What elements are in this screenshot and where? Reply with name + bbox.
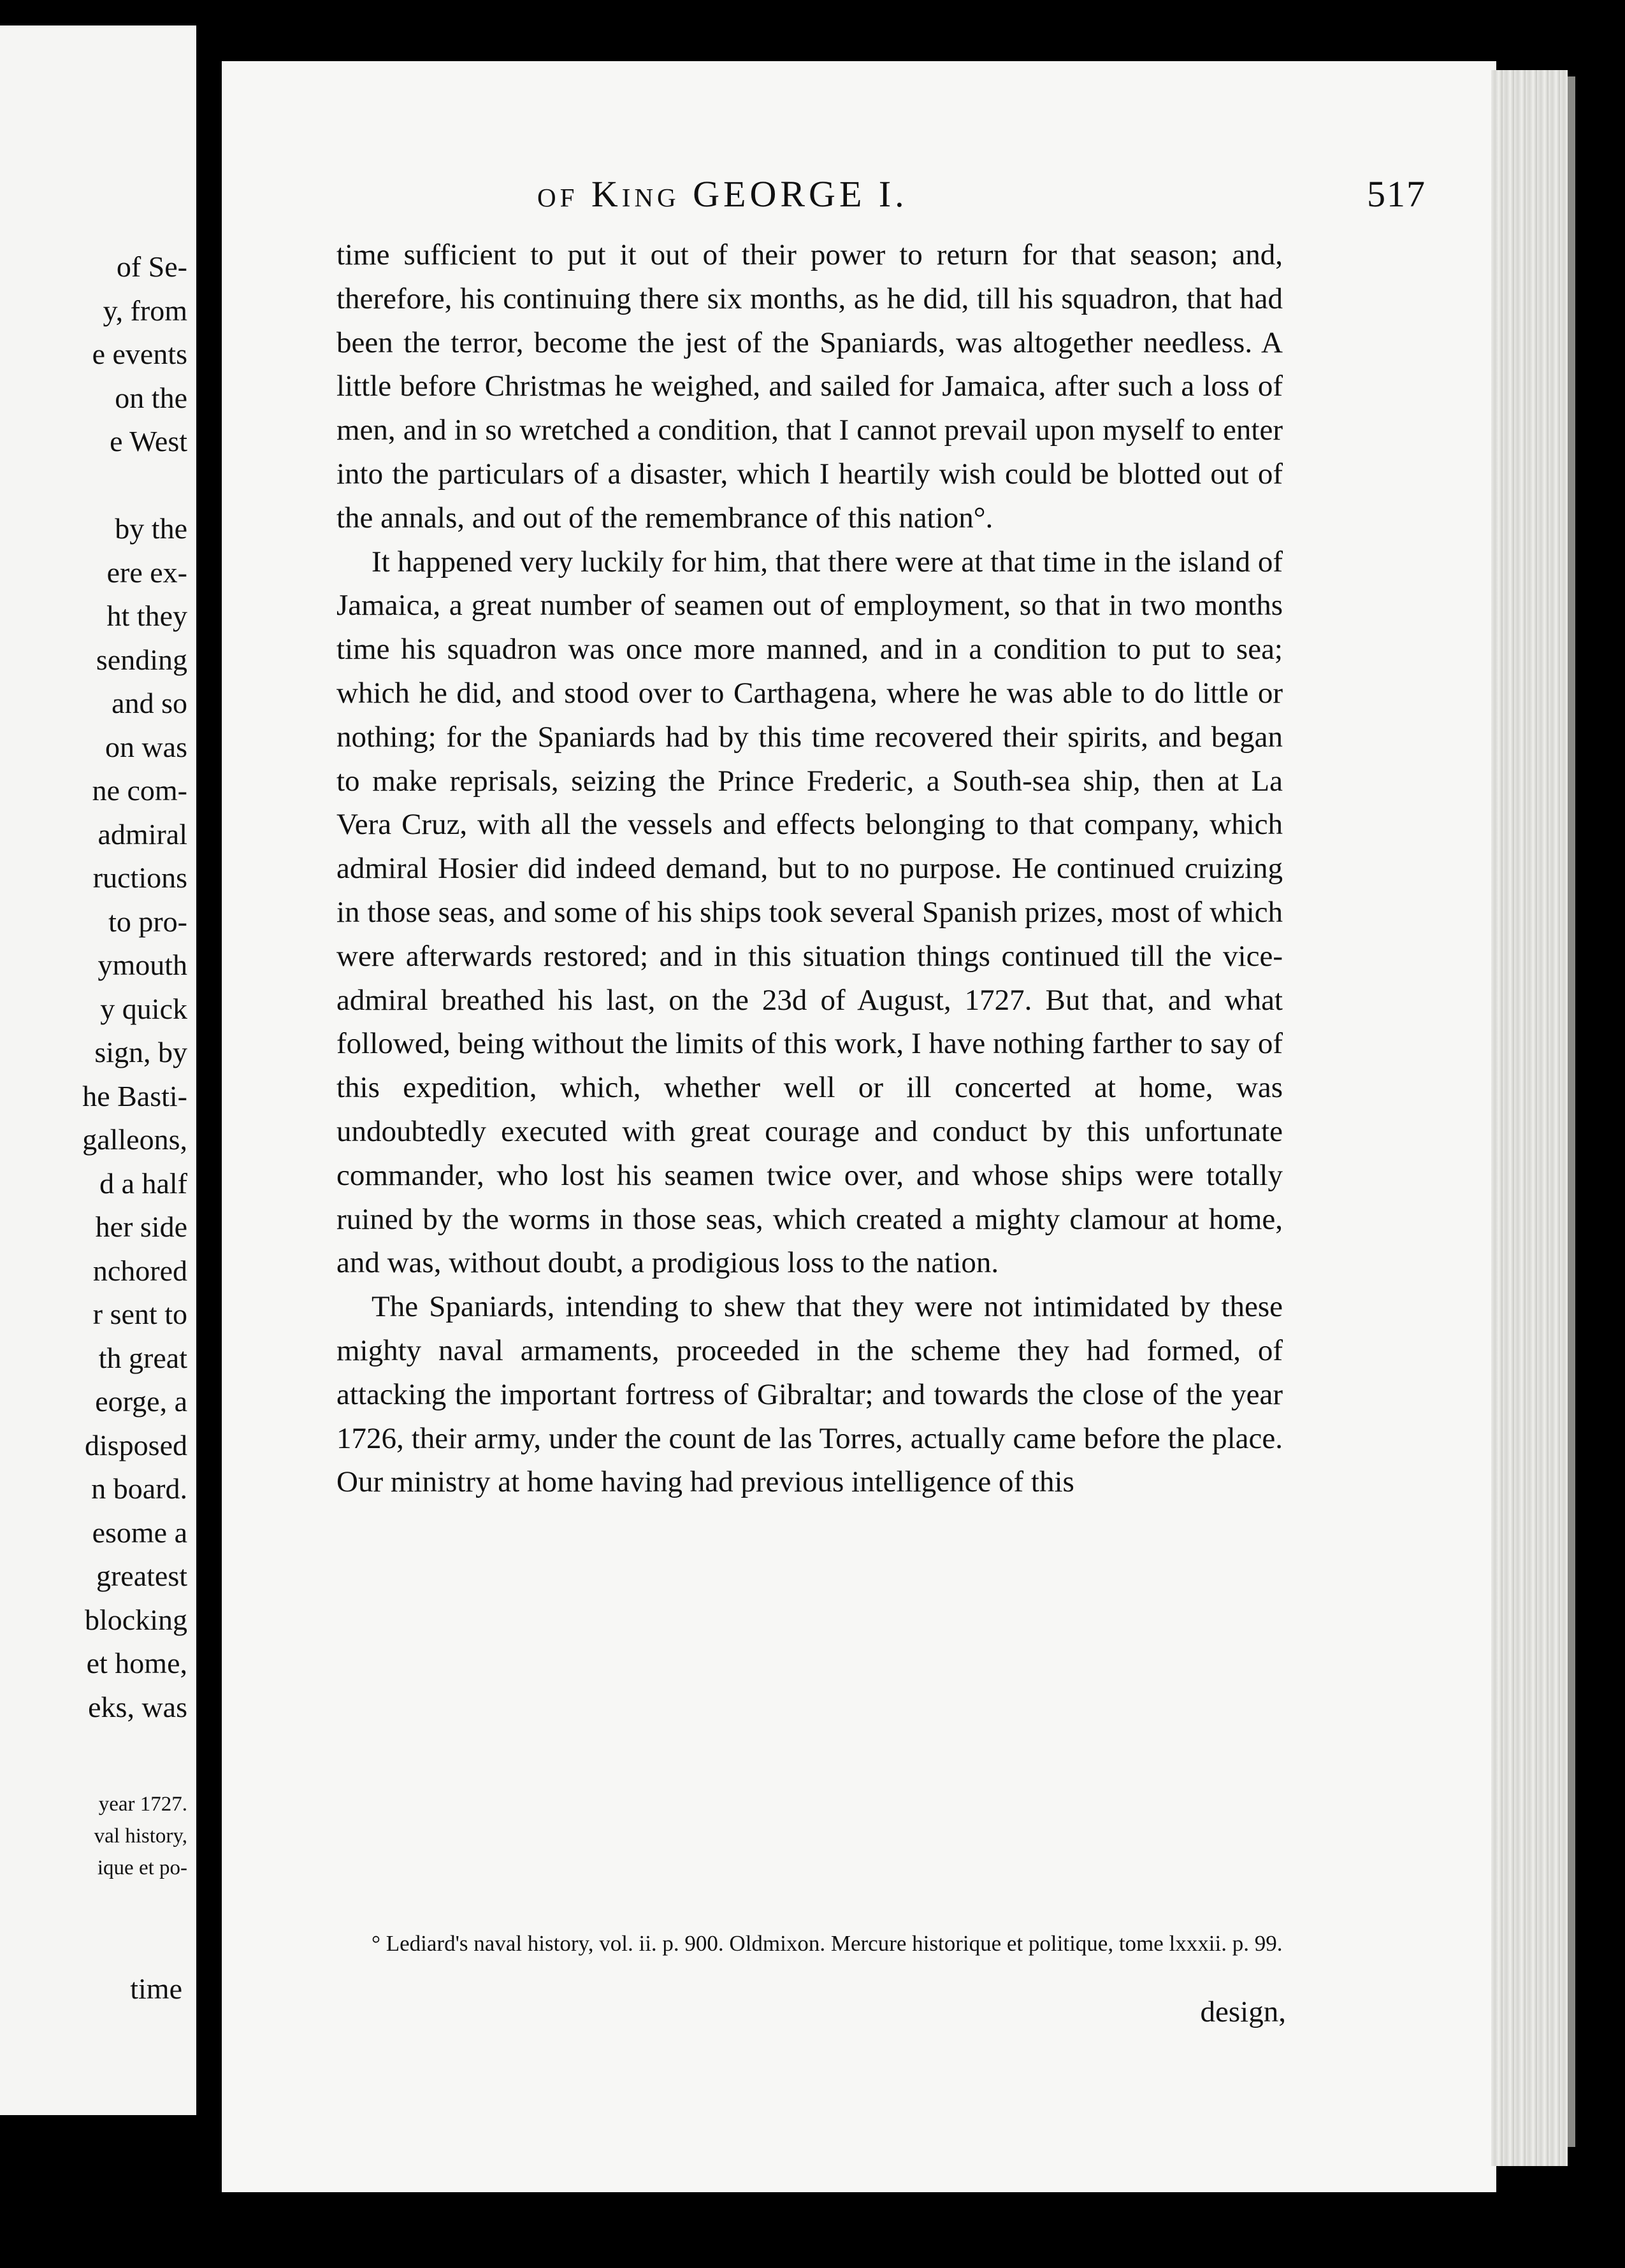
left-page-line: y, from bbox=[103, 294, 187, 327]
catchword: design, bbox=[1200, 1995, 1286, 2028]
left-page-line: et home, bbox=[86, 1647, 187, 1679]
running-head-title: of King GEORGE I. bbox=[537, 173, 908, 215]
spine-gutter bbox=[196, 0, 222, 2268]
page-number: 517 bbox=[1367, 173, 1426, 215]
left-page-line: sending bbox=[96, 643, 187, 676]
left-page-line: ructions bbox=[92, 861, 187, 894]
left-page-line: blocking bbox=[85, 1603, 187, 1636]
left-page-line: admiral bbox=[98, 817, 187, 850]
left-page-line: e West bbox=[110, 425, 187, 457]
left-page-line: sign, by bbox=[94, 1036, 187, 1068]
left-page-line: greatest bbox=[96, 1560, 187, 1592]
left-page-footnote-line: ique et po- bbox=[97, 1856, 187, 1879]
body-text bbox=[336, 233, 1283, 1504]
left-page-line: eorge, a bbox=[95, 1385, 187, 1418]
left-page-fragment bbox=[0, 25, 196, 2115]
left-page-line: and so bbox=[112, 687, 187, 719]
left-page-line: by the bbox=[115, 512, 187, 545]
left-page-line: n board. bbox=[91, 1472, 187, 1505]
left-page-line: th great bbox=[98, 1341, 187, 1374]
left-page-line: ne com- bbox=[92, 774, 187, 807]
left-page-line: on was bbox=[105, 730, 187, 763]
left-page-line: y quick bbox=[100, 992, 187, 1025]
left-page-line: ymouth bbox=[98, 949, 187, 981]
left-page-line: disposed bbox=[85, 1428, 187, 1461]
book-page bbox=[222, 61, 1496, 2192]
paragraph: time sufficient to put it out of their power to return for that season; and, therefore, his continuing there six months, as he did, till his squadron, that had been the terror, become the jest of the Spaniards, was altogether needless. A little before Christmas he weighed, and sailed for Jamaica, after such a loss of men, and in so wretched a condition, that I cannot prevail upon myself to enter into the particulars of a disaster, which I heartily wish could be blotted out of the annals, and out of the remembrance of this nation°. bbox=[336, 238, 1283, 535]
left-page-catchword: time bbox=[130, 1972, 182, 2005]
paragraph: It happened very luckily for him, that there were at that time in the island of Jamaica, a great number of seamen out of employment, so that in two months time his squadron was once more manned, and in a condition to put to sea; which he did, and stood over to Carthagena, where he was able to do little or nothing; for the Spaniards had by this time recovered their spirits, and began to make reprisals, seizing the Prince Frederic, a South-sea ship, then at La Vera Cruz, with all the vessels and effects belonging to that company, which admiral Hosier did indeed demand, but to no purpose. He continued cruizing in those seas, and some of his ships took several Spanish prizes, most of which were afterwards restored; and in this situation things continued till the vice-admiral breathed his last, on the 23d of August, 1727. But that, and what followed, being without the limits of this work, I have nothing farther to say of this expedition, which, whether well or ill concerted at home, was undoubtedly executed with great courage and conduct by this unfortunate commander, who lost his seamen twice over, and whose ships were totally ruined by the worms in those seas, which created a mighty clamour at home, and was, without doubt, a prodigious loss to the nation. bbox=[336, 545, 1283, 1280]
left-page-line: eks, was bbox=[88, 1690, 187, 1723]
left-page-line: galleons, bbox=[82, 1123, 187, 1156]
left-page-line: he Basti- bbox=[82, 1079, 187, 1112]
left-page-line: r sent to bbox=[92, 1298, 187, 1330]
left-page-line: of Se- bbox=[116, 250, 187, 283]
running-head bbox=[222, 173, 1496, 224]
left-page-line: ht they bbox=[106, 599, 187, 632]
left-page-line: d a half bbox=[99, 1166, 187, 1200]
left-page-footnote-line: year 1727. bbox=[98, 1793, 187, 1816]
page-edges bbox=[1491, 70, 1568, 2166]
left-page-line: nchored bbox=[92, 1254, 187, 1287]
left-page-footnote-line: val history, bbox=[94, 1825, 187, 1848]
paragraph: The Spaniards, intending to shew that they were not intimidated by these mighty naval armaments, proceeded in the scheme they had formed, of attacking the important fortress of Gibraltar; and towards the close of the year 1726, their army, under the count de las Torres, actually came before the place. Our ministry at home having had previous intelligence of this bbox=[336, 1290, 1283, 1499]
left-page-line: e events bbox=[92, 338, 187, 370]
left-page-line: esome a bbox=[92, 1516, 187, 1549]
book-edge-shadow bbox=[1568, 76, 1575, 2147]
left-page-line: ere ex- bbox=[106, 556, 187, 589]
left-page-line: to pro- bbox=[108, 905, 187, 938]
left-page-line: her side bbox=[95, 1210, 187, 1243]
left-page-line: on the bbox=[115, 381, 187, 414]
footnote: ° Lediard's naval history, vol. ii. p. 900. Oldmixon. Mercure historique et politique, tome lxxxii. p. 99. bbox=[372, 1931, 1283, 1956]
